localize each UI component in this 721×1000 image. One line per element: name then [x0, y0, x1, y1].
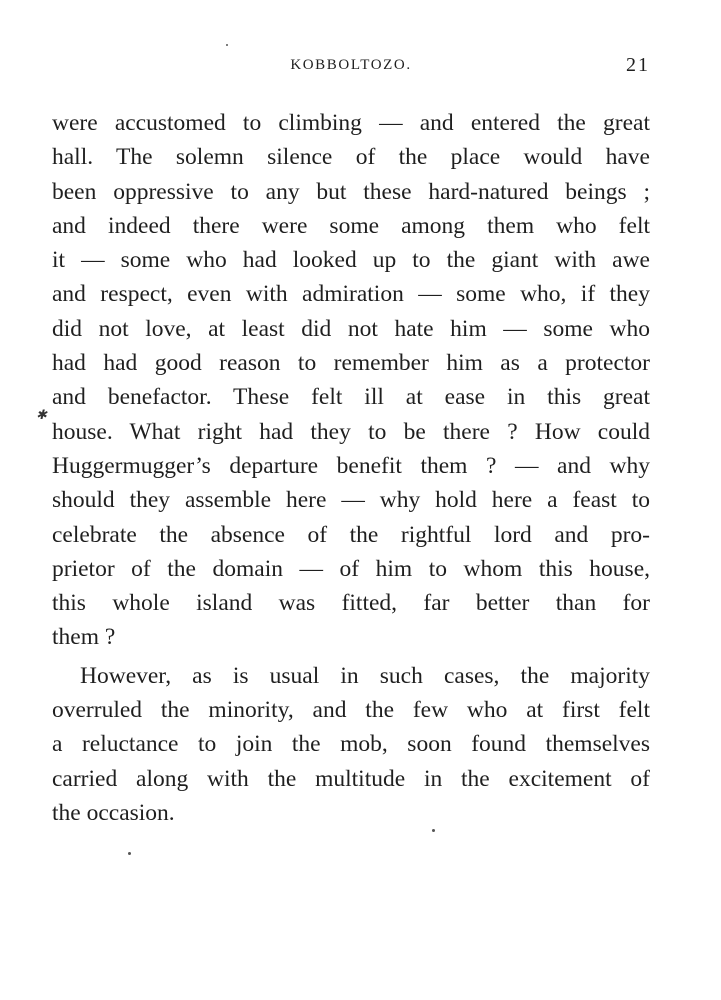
page-number: 21 — [626, 54, 650, 76]
print-speck — [432, 829, 435, 832]
book-page — [52, 0, 650, 1000]
text-line: it — some who had looked up to the giant with awe — [52, 247, 650, 274]
paragraph-1 — [52, 106, 650, 655]
text-line: did not love, at least did not hate him — some who — [52, 315, 650, 342]
text-line: and respect, even with admiration — some who, if they — [52, 281, 650, 308]
text-line: carried along with the multitude in the excitement of — [52, 765, 650, 792]
text-line: overruled the minority, and the few who at first felt — [52, 697, 650, 724]
text-line: and benefactor. These felt ill at ease in this great — [52, 384, 650, 411]
text-line: and indeed there were some among them who felt — [52, 212, 650, 239]
margin-mark: ✱ — [36, 407, 47, 422]
running-title: KOBBOLTOZO. — [290, 57, 412, 73]
paragraph-2 — [52, 659, 650, 830]
print-speck — [128, 852, 131, 855]
text-line: should they assemble here — why hold here a feast to — [52, 487, 650, 514]
text-line: been oppressive to any but these hard-natured beings ; — [52, 178, 650, 205]
text-line: hall. The solemn silence of the place would have — [52, 144, 650, 171]
text-line: this whole island was fitted, far better than for — [52, 590, 650, 617]
text-line: the occasion. — [52, 799, 175, 826]
text-line: house. What right had they to be there ? How could — [52, 418, 650, 445]
text-line: Huggermugger’s departure benefit them ? — and why — [52, 452, 650, 479]
text-line: celebrate the absence of the rightful lord and pro- — [52, 521, 650, 548]
print-speck — [226, 44, 228, 46]
running-head — [52, 54, 650, 80]
text-line: However, as is usual in such cases, the majority — [80, 662, 650, 689]
text-line: had had good reason to remember him as a protector — [52, 350, 650, 377]
body-text — [52, 106, 650, 830]
text-line: a reluctance to join the mob, soon found themselves — [52, 731, 650, 758]
text-line: them ? — [52, 624, 116, 651]
text-line: were accustomed to climbing — and entered the great — [52, 110, 650, 136]
text-line: prietor of the domain — of him to whom this house, — [52, 555, 650, 582]
